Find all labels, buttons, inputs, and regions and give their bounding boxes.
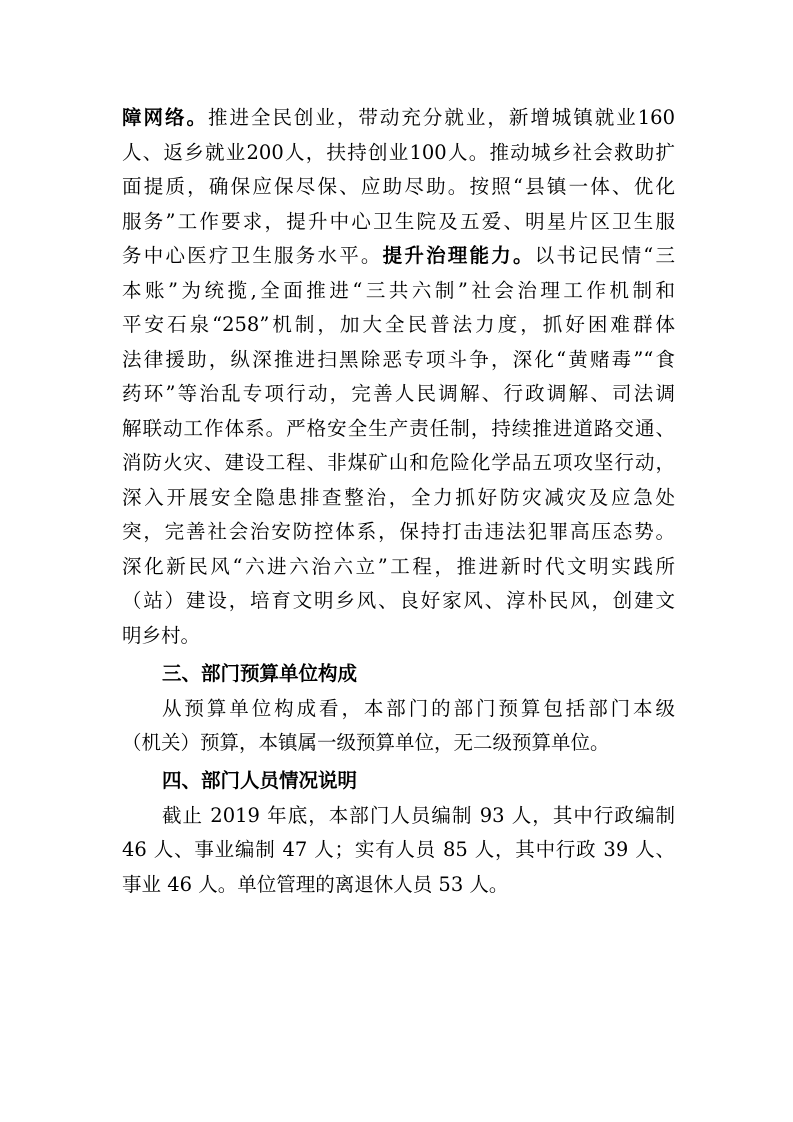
paragraph-line: 截止 2019 年底，本部门人员编制 93 人，其中行政编制 <box>162 804 675 827</box>
paragraph-line <box>122 239 675 273</box>
paragraph-line: 平安石泉“258”机制，加大全民普法力度，抓好困难群体 <box>122 313 675 336</box>
paragraph-line: （站）建设，培育文明乡风、良好家风、淳朴民风，创建文 <box>122 589 675 612</box>
section-heading: 四、部门人员情况说明 <box>162 769 358 792</box>
section-heading: 三、部门预算单位构成 <box>162 662 358 685</box>
paragraph-line: 46 人、事业编制 47 人；实有人员 85 人，其中行政 39 人、 <box>122 838 675 861</box>
paragraph-line: 药环”等治乱专项行动，完善人民调解、行政调解、司法调 <box>122 382 675 405</box>
paragraph-line: 消防火灾、建设工程、非煤矿山和危险化学品五项攻坚行动， <box>122 451 675 474</box>
paragraph-line: （机关）预算，本镇属一级预算单位，无二级预算单位。 <box>122 731 610 754</box>
bold-phrase: 障网络。 <box>122 106 208 129</box>
paragraph-line: 明乡村。 <box>122 624 201 647</box>
paragraph-line: 深入开展安全隐患排查整治，全力抓好防灾减灾及应急处 <box>122 486 675 509</box>
paragraph-line: 面提质，确保应保尽保、应助尽助。按照“县镇一体、优化 <box>122 175 675 198</box>
paragraph-line: 突，完善社会治安防控体系，保持打击违法犯罪高压态势。 <box>122 520 675 543</box>
text-run: 务中心医疗卫生服务水平。 <box>122 244 383 267</box>
paragraph-line <box>122 101 675 135</box>
paragraph-line: 本账”为统揽,全面推进“三共六制”社会治理工作机制和 <box>122 279 675 302</box>
paragraph-line: 人、返乡就业200人，扶持创业100人。推动城乡社会救助扩 <box>122 141 675 164</box>
paragraph-line: 服务”工作要求，提升中心卫生院及五爱、明星片区卫生服 <box>122 210 675 233</box>
paragraph-line: 从预算单位构成看，本部门的部门预算包括部门本级 <box>162 697 675 720</box>
paragraph-line: 事业 46 人。单位管理的离退休人员 53 人。 <box>122 873 509 896</box>
paragraph-line: 解联动工作体系。严格安全生产责任制，持续推进道路交通、 <box>122 417 675 440</box>
text-run: 推进全民创业，带动充分就业，新增城镇就业160 <box>207 106 675 129</box>
paragraph-line: 深化新民风“六进六治六立”工程，推进新时代文明实践所 <box>122 555 675 578</box>
text-run: 以书记民情“三 <box>534 244 675 267</box>
bold-phrase: 提升治理能力。 <box>382 244 535 267</box>
paragraph-line: 法律援助，纵深推进扫黑除恶专项斗争，深化“黄赌毒”“食 <box>122 348 675 371</box>
